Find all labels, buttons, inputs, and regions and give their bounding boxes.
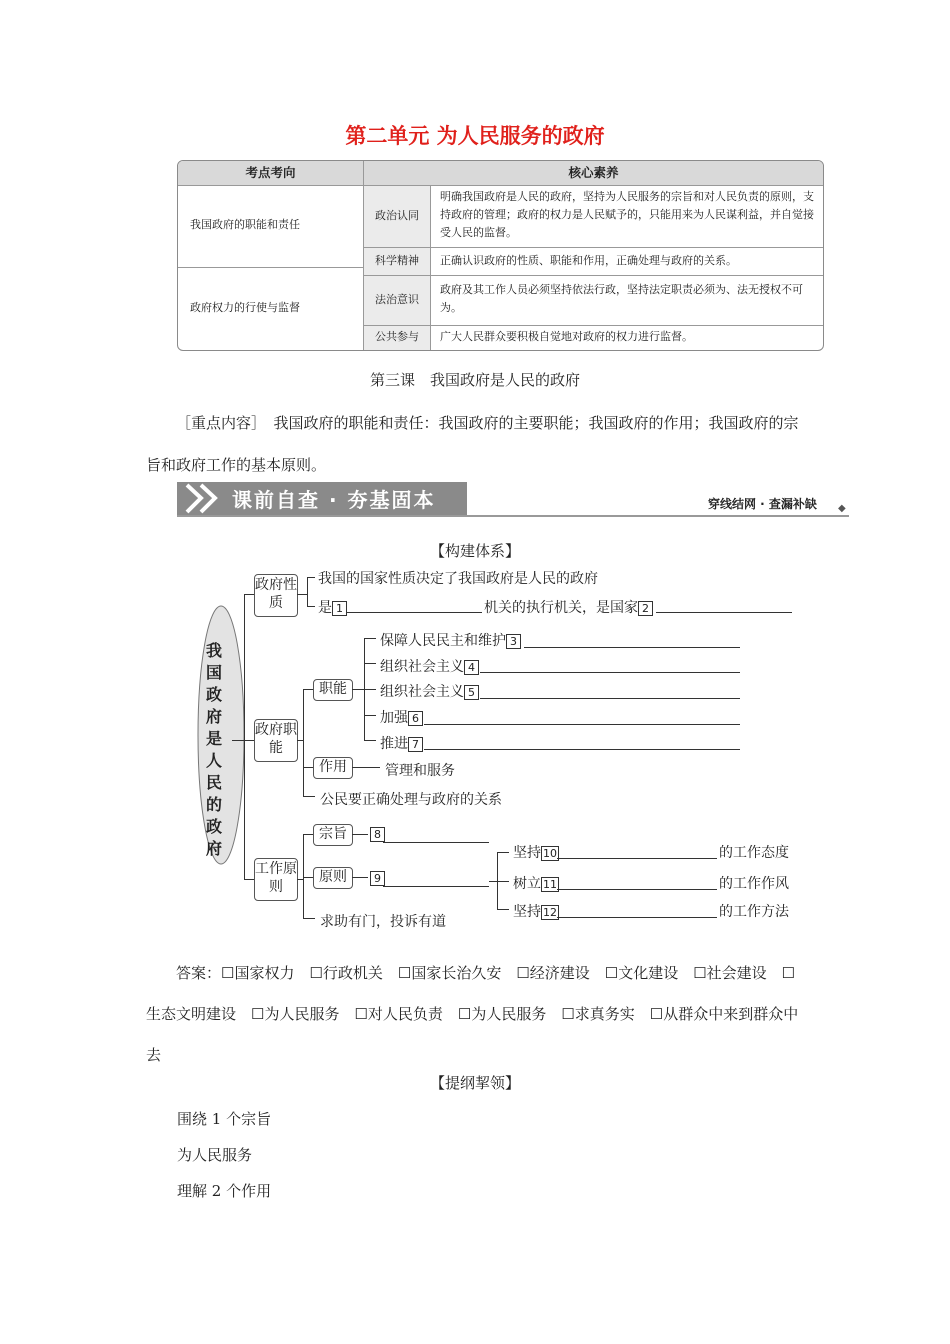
row-text-4: 广大人民群众要积极自觉地对政府的权力进行监督。 xyxy=(440,330,693,343)
key-content: ［重点内容］ 我国政府的职能和责任：我国政府的主要职能；我国政府的作用；我国政府的宗旨和政府工作的基本原则。 xyxy=(146,414,799,474)
node-nature: 政府性质 xyxy=(254,574,298,617)
duty-2: 组织社会主义 4 xyxy=(380,656,479,676)
banner-rule xyxy=(177,515,849,517)
node-duty: 职能 xyxy=(313,679,353,701)
nature-line-1: 我国的国家性质决定了我国政府是人民的政府 xyxy=(318,571,598,587)
banner-subtitle: 穿线结网 · 查漏补缺 xyxy=(708,497,817,511)
principle-item-2: 树立 11 xyxy=(513,876,557,892)
blank-2: 2 xyxy=(638,601,653,616)
root-label: 我国政府是人民的政府 xyxy=(205,641,222,858)
principle-blank: 9 xyxy=(370,870,385,886)
principle-item-2-post: 的工作作风 xyxy=(719,876,789,892)
node-role: 作用 xyxy=(313,757,353,779)
row-label-3: 法治意识 xyxy=(375,293,419,306)
lesson-title: 第三课 我国政府是人民的政府 xyxy=(369,371,580,389)
blank-1: 1 xyxy=(332,601,347,616)
node-purpose: 宗旨 xyxy=(313,824,353,846)
banner-title: 课前自查 · 夯基固本 xyxy=(232,488,436,512)
principle-item-1: 坚持 10 xyxy=(513,845,557,861)
page-title: 第二单元 为人民服务的政府 xyxy=(345,124,605,148)
outline-2: 为人民服务 xyxy=(177,1146,253,1164)
outline-3: 理解 2 个作用 xyxy=(177,1182,272,1200)
row-text-3: 政府及其工作人员必须坚持依法行政，坚持法定职责必须为、法无授权不可为。 xyxy=(440,283,803,314)
nature-line-2b: 机关的执行机关，是国家 2 xyxy=(484,597,653,617)
purpose-blank: 8 xyxy=(370,826,385,842)
row-text-2: 正确认识政府的性质、职能和作用，正确处理与政府的关系。 xyxy=(440,254,737,267)
answer-text: 答案：☐国家权力 ☐行政机关 ☐国家长治久安 ☐经济建设 ☐文化建设 ☐社会建设 ☐生态文明建设 ☐为人民服务 ☐对人民负责 ☐为人民服务 ☐求真务实 ☐从群众中来到群众中去 xyxy=(146,964,799,1064)
principle-item-1-post: 的工作态度 xyxy=(719,845,789,861)
row-label-4: 公共参与 xyxy=(375,330,419,343)
node-principle: 原则 xyxy=(313,867,353,889)
outline-1: 围绕 1 个宗旨 xyxy=(177,1110,272,1128)
role-text: 管理和服务 xyxy=(385,763,455,779)
topic-1: 我国政府的职能和责任 xyxy=(190,218,300,231)
citizen-text: 公民要正确处理与政府的关系 xyxy=(320,792,502,808)
literacy-table xyxy=(177,160,824,351)
principle-item-3-post: 的工作方法 xyxy=(719,904,789,920)
duty-4: 加强 6 xyxy=(380,707,423,727)
table-head-topics: 考点考向 xyxy=(178,161,363,185)
node-function: 政府职能 xyxy=(254,719,298,762)
node-work: 工作原则 xyxy=(254,858,298,901)
topic-2: 政府权力的行使与监督 xyxy=(190,301,300,314)
duty-5: 推进 7 xyxy=(380,733,423,753)
complain-text: 求助有门，投诉有道 xyxy=(320,914,446,930)
duty-3: 组织社会主义 5 xyxy=(380,681,479,701)
row-label-1: 政治认同 xyxy=(375,209,419,222)
nature-line-2: 是 1 xyxy=(318,597,347,617)
row-label-2: 科学精神 xyxy=(375,254,419,267)
diamond-icon: ◆ xyxy=(838,503,846,514)
row-text-1: 明确我国政府是人民的政府，坚持为人民服务的宗旨和对人民负责的原则，支持政府的管理；政府的权力是人民赋予的，只能用来为人民谋利益，并自觉接受人民的监督。 xyxy=(440,190,814,239)
section-build: 【构建体系】 xyxy=(429,542,520,560)
section-outline: 【提纲挈领】 xyxy=(429,1074,520,1092)
table-head-literacy: 核心素养 xyxy=(364,161,823,185)
duty-1: 保障人民民主和维护 3 xyxy=(380,630,521,650)
principle-item-3: 坚持 12 xyxy=(513,904,557,920)
